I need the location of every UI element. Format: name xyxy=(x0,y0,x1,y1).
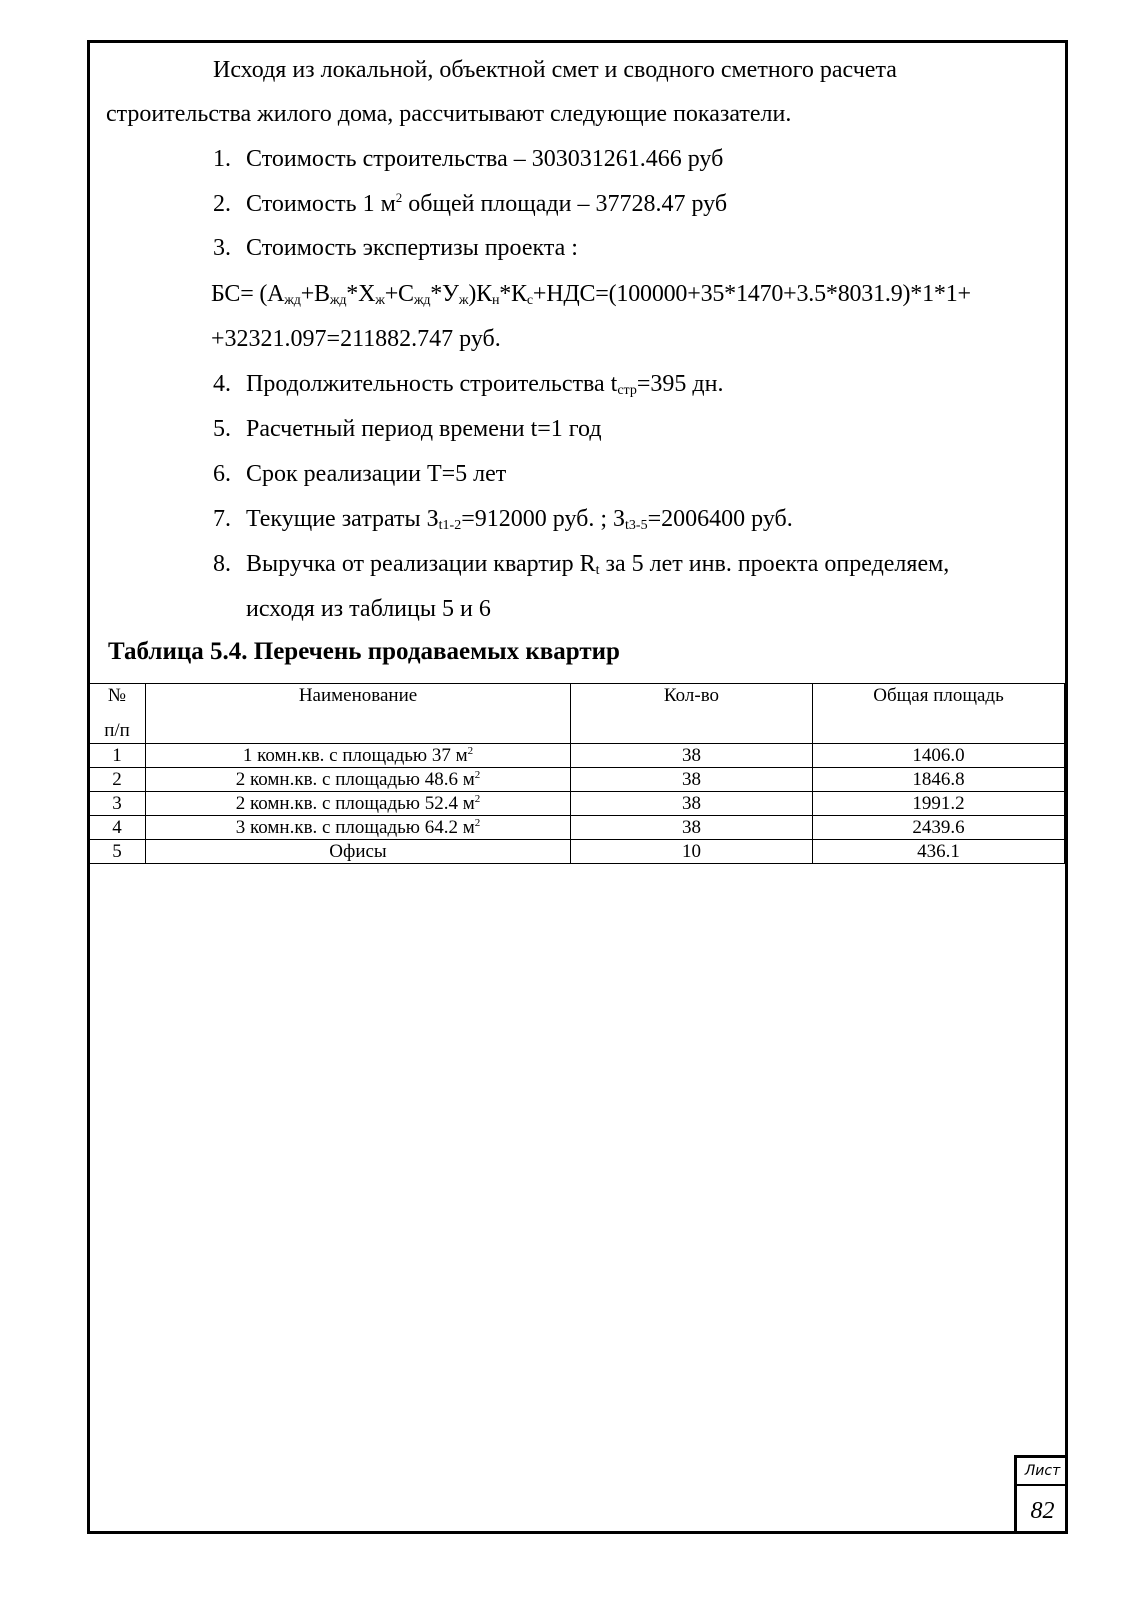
cell-quantity: 38 xyxy=(571,768,813,792)
list-item-number: 3. xyxy=(213,235,231,261)
apartments-table xyxy=(88,683,1065,864)
cell-name: 3 комн.кв. с площадью 64.2 $м^2$ xyxy=(146,816,571,840)
cell-area: 436.1 xyxy=(813,840,1065,864)
cell-quantity: 10 xyxy=(571,840,813,864)
cell-number: 4 xyxy=(89,816,146,840)
cell-name: 2 комн.кв. с площадью 52.4 $м^2$ xyxy=(146,792,571,816)
list-item-text: Выручка от реализации квартир $R_t$ за 5 лет инв. проекта определяем, xyxy=(246,551,950,578)
list-item-number: 6. xyxy=(213,461,231,487)
list-item-text: Продолжительность строительства $t_{стр}=395$ дн. xyxy=(246,371,724,398)
cell-name: 2 комн.кв. с площадью 48.6 $м^2$ xyxy=(146,768,571,792)
cell-area: 1406.0 xyxy=(813,744,1065,768)
cell-area: 1846.8 xyxy=(813,768,1065,792)
cell-name: Офисы xyxy=(146,840,571,864)
cell-number: 2 xyxy=(89,768,146,792)
formula-line-1: $БС= (А_{жд}+В_{жд}*Х_ж+С_{жд}*У_ж)К_н*К_с+НДС=(100000+35*1470+3.5*8031.9)*1*1+$ xyxy=(211,281,971,308)
list-item-text: Стоимость строительства – 303031261.466 руб xyxy=(246,146,724,172)
table-row xyxy=(89,840,1065,864)
intro-line-2: строительства жилого дома, рассчитывают следующие показатели. xyxy=(106,101,792,127)
table-header-row xyxy=(89,684,1065,744)
cell-quantity: 38 xyxy=(571,744,813,768)
list-item-number: 5. xyxy=(213,416,231,442)
header-number xyxy=(89,684,146,744)
table-row xyxy=(89,792,1065,816)
page-number: 82 xyxy=(1030,1498,1055,1524)
sheet-stamp xyxy=(1014,1455,1068,1534)
cell-name: 1 комн.кв. с площадью 37 $м^2$ xyxy=(146,744,571,768)
sheet-label: Лист xyxy=(1017,1458,1068,1486)
list-item-text: Текущие затраты $З_{t1-2}=912000$ руб. ; $З_{t3-5}=2006400$ руб. xyxy=(246,506,793,533)
list-item-text: Срок реализации T=5 лет xyxy=(246,461,507,487)
list-item-number: 8. xyxy=(213,551,231,577)
list-item-text: Расчетный период времени t=1 год xyxy=(246,416,602,442)
table-row xyxy=(89,768,1065,792)
cell-area: 2439.6 xyxy=(813,816,1065,840)
table-row xyxy=(89,744,1065,768)
header-quantity: Кол-во xyxy=(571,684,813,744)
formula-line-2: +32321.097=211882.747 руб. xyxy=(211,326,501,352)
cell-number: 1 xyxy=(89,744,146,768)
header-area: Общая площадь xyxy=(813,684,1065,744)
list-item-8-continuation: исходя из таблицы 5 и 6 xyxy=(246,596,491,622)
list-item-number: 4. xyxy=(213,371,231,397)
header-name: Наименование xyxy=(146,684,571,744)
cell-number: 5 xyxy=(89,840,146,864)
list-item-text: Стоимость 1 $м^2$ общей площади – 37728.47 руб xyxy=(246,190,728,217)
cell-area: 1991.2 xyxy=(813,792,1065,816)
list-item-text: Стоимость экспертизы проекта : xyxy=(246,235,578,261)
cell-number: 3 xyxy=(89,792,146,816)
cell-quantity: 38 xyxy=(571,816,813,840)
list-item-number: 7. xyxy=(213,506,231,532)
intro-line-1: Исходя из локальной, объектной смет и сводного сметного расчета xyxy=(213,57,897,83)
cell-quantity: 38 xyxy=(571,792,813,816)
list-item-number: 1. xyxy=(213,146,231,172)
table-row xyxy=(89,816,1065,840)
list-item-number: 2. xyxy=(213,191,231,217)
table-title: Таблица 5.4. Перечень продаваемых квартир xyxy=(108,638,620,665)
header-number-top: № xyxy=(107,685,127,706)
header-number-bottom: п/п xyxy=(104,720,130,741)
